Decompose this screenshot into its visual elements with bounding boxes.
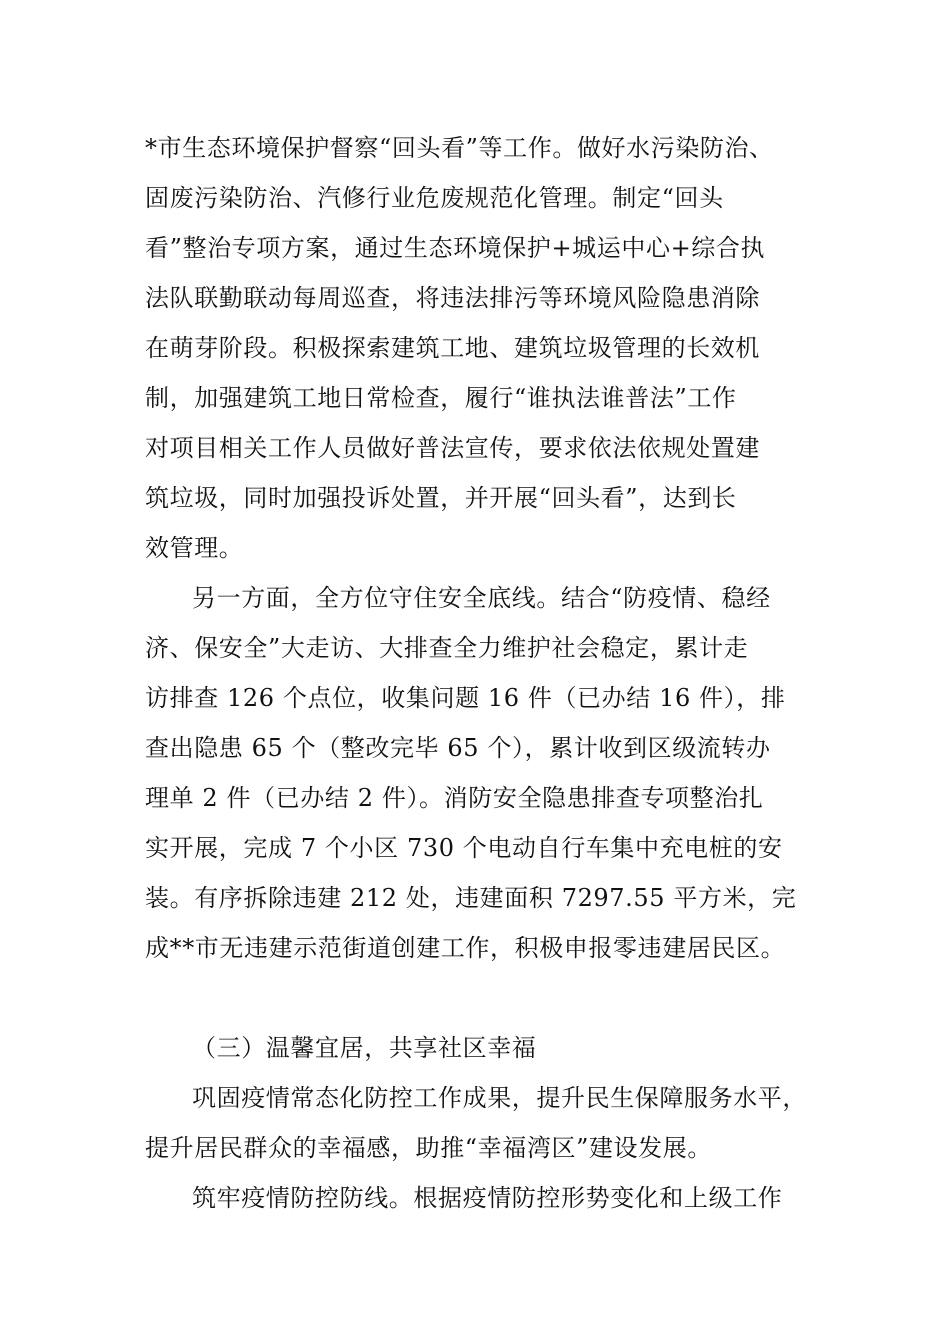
body-line: 济、保安全”大走访、大排查全力维护社会稳定，累计走 bbox=[145, 634, 749, 662]
body-line: 提升居民群众的幸福感，助推“幸福湾区”建设发展。 bbox=[145, 1134, 712, 1162]
paragraph-first-line: 筑牢疫情防控防线。根据疫情防控形势变化和上级工作 bbox=[192, 1184, 783, 1212]
paragraph-first-line: 另一方面，全方位守住安全底线。结合“防疫情、稳经 bbox=[192, 584, 771, 612]
body-line: 成**市无违建示范街道创建工作，积极申报零违建居民区。 bbox=[145, 934, 786, 962]
body-line: 筑垃圾，同时加强投诉处置，并开展“回头看”，达到长 bbox=[145, 484, 737, 512]
body-line: 看”整治专项方案，通过生态环境保护+城运中心+综合执 bbox=[145, 234, 766, 262]
paragraph-first-line: 巩固疫情常态化防控工作成果，提升民生保障服务水平， bbox=[192, 1084, 807, 1112]
section-heading: （三）温馨宜居，共享社区幸福 bbox=[192, 1034, 537, 1062]
body-line: *市生态环境保护督察“回头看”等工作。做好水污染防治、 bbox=[145, 134, 774, 162]
body-line: 法队联勤联动每周巡查，将违法排污等环境风险隐患消除 bbox=[145, 284, 760, 312]
body-line: 对项目相关工作人员做好普法宣传，要求依法依规处置建 bbox=[145, 434, 760, 462]
body-line: 查出隐患 65 个（整改完毕 65 个），累计收到区级流转办 bbox=[145, 734, 771, 762]
body-line: 访排查 126 个点位，收集问题 16 件（已办结 16 件），排 bbox=[145, 684, 786, 712]
body-line: 固废污染防治、汽修行业危废规范化管理。制定“回头 bbox=[145, 184, 724, 212]
body-line: 实开展，完成 7 个小区 730 个电动自行车集中充电桩的安 bbox=[145, 834, 783, 862]
body-line: 装。有序拆除违建 212 处，违建面积 7297.55 平方米，完 bbox=[145, 884, 797, 912]
body-line: 理单 2 件（已办结 2 件）。消防安全隐患排查专项整治扎 bbox=[145, 784, 764, 812]
body-line: 制，加强建筑工地日常检查，履行“谁执法谁普法”工作 bbox=[145, 384, 737, 412]
body-line: 在萌芽阶段。积极探索建筑工地、建筑垃圾管理的长效机 bbox=[145, 334, 760, 362]
body-line: 效管理。 bbox=[145, 534, 244, 562]
